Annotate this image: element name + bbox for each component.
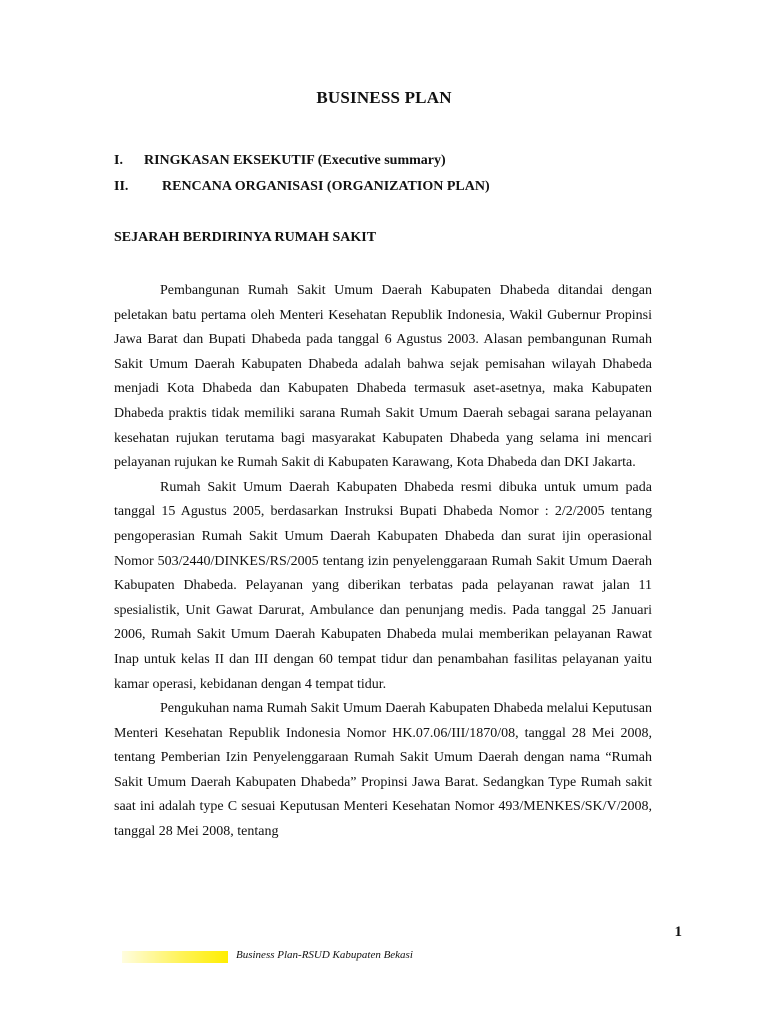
toc-item-ringkasan (114, 153, 446, 169)
document-title: BUSINESS PLAN (316, 88, 452, 107)
section-heading: SEJARAH BERDIRINYA RUMAH SAKIT (114, 230, 377, 245)
toc-item-number: I. (114, 153, 123, 168)
paragraph: Pembangunan Rumah Sakit Umum Daerah Kabupaten Dhabeda ditandai dengan peletakan batu pertama oleh Menteri Kesehatan Republik Indonesia, Wakil Gubernur Propinsi Jawa Barat dan Bupati Dhabeda pada tanggal 6 Agustus 2003. Alasan pembangunan Rumah Sakit Umum Daerah Kabupaten Dhabeda adalah bahwa sejak pemisahan wilayah Dhabeda menjadi Kota Dhabeda dan Kabupaten Dhabeda termasuk aset-asetnya, maka Kabupaten Dhabeda praktis tidak memiliki sarana Rumah Sakit Umum Daerah sebagai sarana pelayanan kesehatan rujukan terutama bagi masyarakat Kabupaten Dhabeda yang selama ini mencari pelayanan rujukan ke Rumah Sakit di Kabupaten Karawang, Kota Dhabeda dan DKI Jakarta. (114, 283, 652, 471)
page-number: 1 (674, 924, 682, 940)
paragraph: Rumah Sakit Umum Daerah Kabupaten Dhabeda resmi dibuka untuk umum pada tanggal 15 Agustus 2005, berdasarkan Instruksi Bupati Dhabeda Nomor : 2/2/2005 tentang pengoperasian Rumah Sakit Umum Daerah Kabupaten Dhabeda dan surat ijin operasional Nomor 503/2440/DINKES/RS/2005 tentang izin penyelenggaraan Rumah Sakit Umum Daerah Kabupaten Dhabeda. Pelayanan yang diberikan terbatas pada pelayanan rawat jalan 11 spesialistik, Unit Gawat Darurat, Ambulance dan penunjang medis. Pada tanggal 25 Januari 2006, Rumah Sakit Umum Daerah Kabupaten Dhabeda mulai memberikan pelayanan Rawat Inap untuk kelas II dan III dengan 60 tempat tidur dan penambahan fasilitas pelayanan yaitu kamar operasi, kebidanan dengan 4 tempat tidur. (114, 479, 652, 692)
toc-item-label: RENCANA ORGANISASI (ORGANIZATION PLAN) (162, 179, 490, 194)
footer-text: Business Plan-RSUD Kabupaten Bekasi (236, 949, 413, 961)
toc-item-number: II. (114, 179, 129, 194)
toc-item-rencana (114, 179, 490, 195)
paragraph: Pengukuhan nama Rumah Sakit Umum Daerah Kabupaten Dhabeda melalui Keputusan Menteri Kesehatan Republik Indonesia Nomor HK.07.06/III/1870/08, tanggal 28 Mei 2008, tentang Pemberian Izin Penyelenggaraan Rumah Sakit Umum Daerah dengan nama “Rumah Sakit Umum Daerah Kabupaten Dhabeda” Propinsi Jawa Barat. Sedangkan Type Rumah sakit saat ini adalah type C sesuai Keputusan Menteri Kesehatan Nomor 493/MENKES/SK/V/2008, tanggal 28 Mei 2008, tentang (114, 701, 652, 840)
body-text (114, 279, 652, 845)
toc-item-label: RINGKASAN EKSEKUTIF (Executive summary) (144, 153, 446, 168)
footer-highlight-bar (122, 951, 228, 963)
